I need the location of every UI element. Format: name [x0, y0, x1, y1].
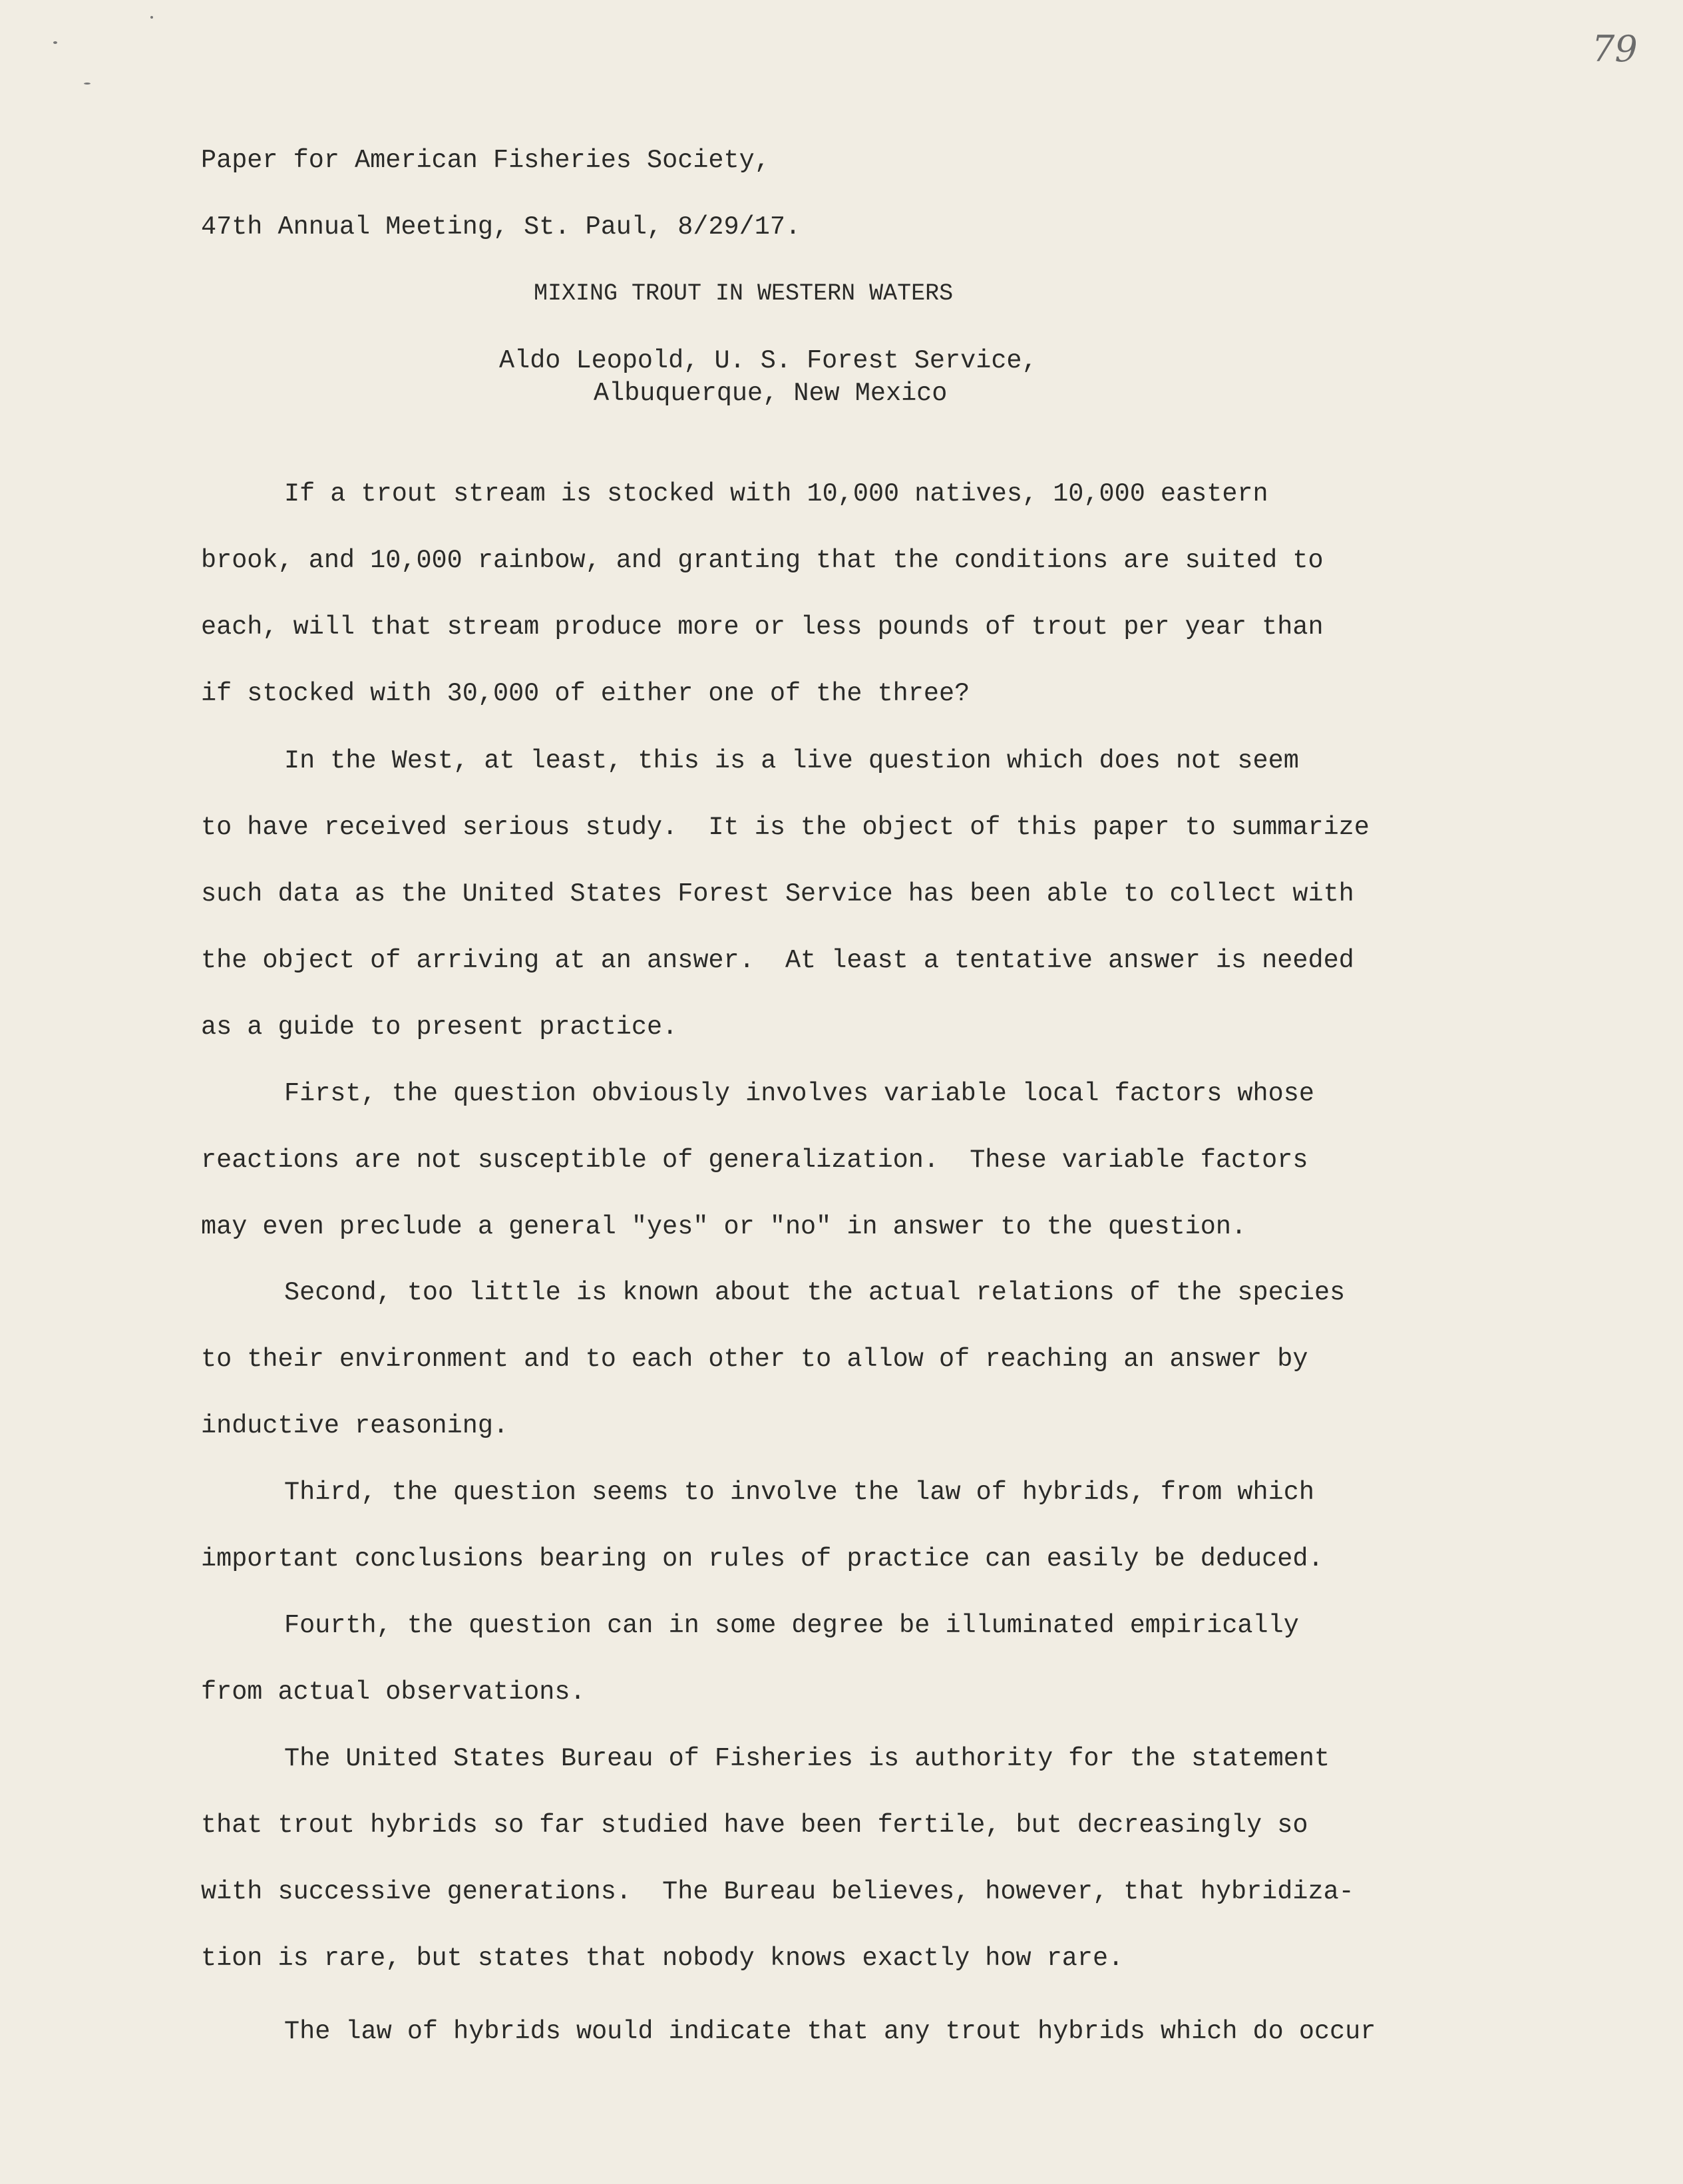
- body-line: that trout hybrids so far studied have been fertile, but decreasingly so: [201, 1811, 1308, 1840]
- body-line: tion is rare, but states that nobody knows exactly how rare.: [201, 1944, 1124, 1973]
- body-line: may even preclude a general "yes" or "no" in answer to the question.: [201, 1212, 1247, 1241]
- body-line: In the West, at least, this is a live question which does not seem: [284, 746, 1299, 775]
- body-line: the object of arriving at an answer. At least a tentative answer is needed: [201, 946, 1354, 975]
- body-line: Second, too little is known about the actual relations of the species: [284, 1278, 1346, 1307]
- body-line: such data as the United States Forest Service has been able to collect with: [201, 879, 1354, 909]
- author-line-2: Albuquerque, New Mexico: [594, 379, 948, 408]
- body-line: brook, and 10,000 rainbow, and granting that the conditions are suited to: [201, 546, 1324, 575]
- paper-speck: [150, 16, 153, 19]
- author-line-1: Aldo Leopold, U. S. Forest Service,: [499, 346, 1037, 375]
- body-line: from actual observations.: [201, 1677, 586, 1707]
- body-line: Third, the question seems to involve the law of hybrids, from which: [284, 1478, 1314, 1507]
- page-number: 79: [1592, 28, 1638, 70]
- body-line: with successive generations. The Bureau believes, however, that hybridiza-: [201, 1877, 1354, 1906]
- header-line-1: Paper for American Fisheries Society,: [201, 146, 770, 175]
- paper-speck: [53, 41, 57, 44]
- header-line-2: 47th Annual Meeting, St. Paul, 8/29/17.: [201, 212, 801, 242]
- body-line: each, will that stream produce more or less pounds of trout per year than: [201, 612, 1324, 642]
- paper-speck: [84, 83, 91, 85]
- body-line: The United States Bureau of Fisheries is authority for the statement: [284, 1744, 1330, 1773]
- body-line: to have received serious study. It is the object of this paper to summarize: [201, 813, 1370, 842]
- body-line: reactions are not susceptible of generalization. These variable factors: [201, 1146, 1308, 1175]
- body-line: as a guide to present practice.: [201, 1012, 678, 1042]
- body-line: inductive reasoning.: [201, 1411, 509, 1440]
- body-line: important conclusions bearing on rules of practice can easily be deduced.: [201, 1544, 1324, 1574]
- body-line: If a trout stream is stocked with 10,000 natives, 10,000 eastern: [284, 479, 1268, 509]
- body-line: First, the question obviously involves variable local factors whose: [284, 1079, 1314, 1108]
- body-line: if stocked with 30,000 of either one of the three?: [201, 679, 970, 708]
- document-title: MIXING TROUT IN WESTERN WATERS: [534, 280, 954, 307]
- body-line: The law of hybrids would indicate that any trout hybrids which do occur: [284, 2017, 1376, 2046]
- body-line: Fourth, the question can in some degree be illuminated empirically: [284, 1611, 1299, 1640]
- body-line: to their environment and to each other to allow of reaching an answer by: [201, 1345, 1308, 1374]
